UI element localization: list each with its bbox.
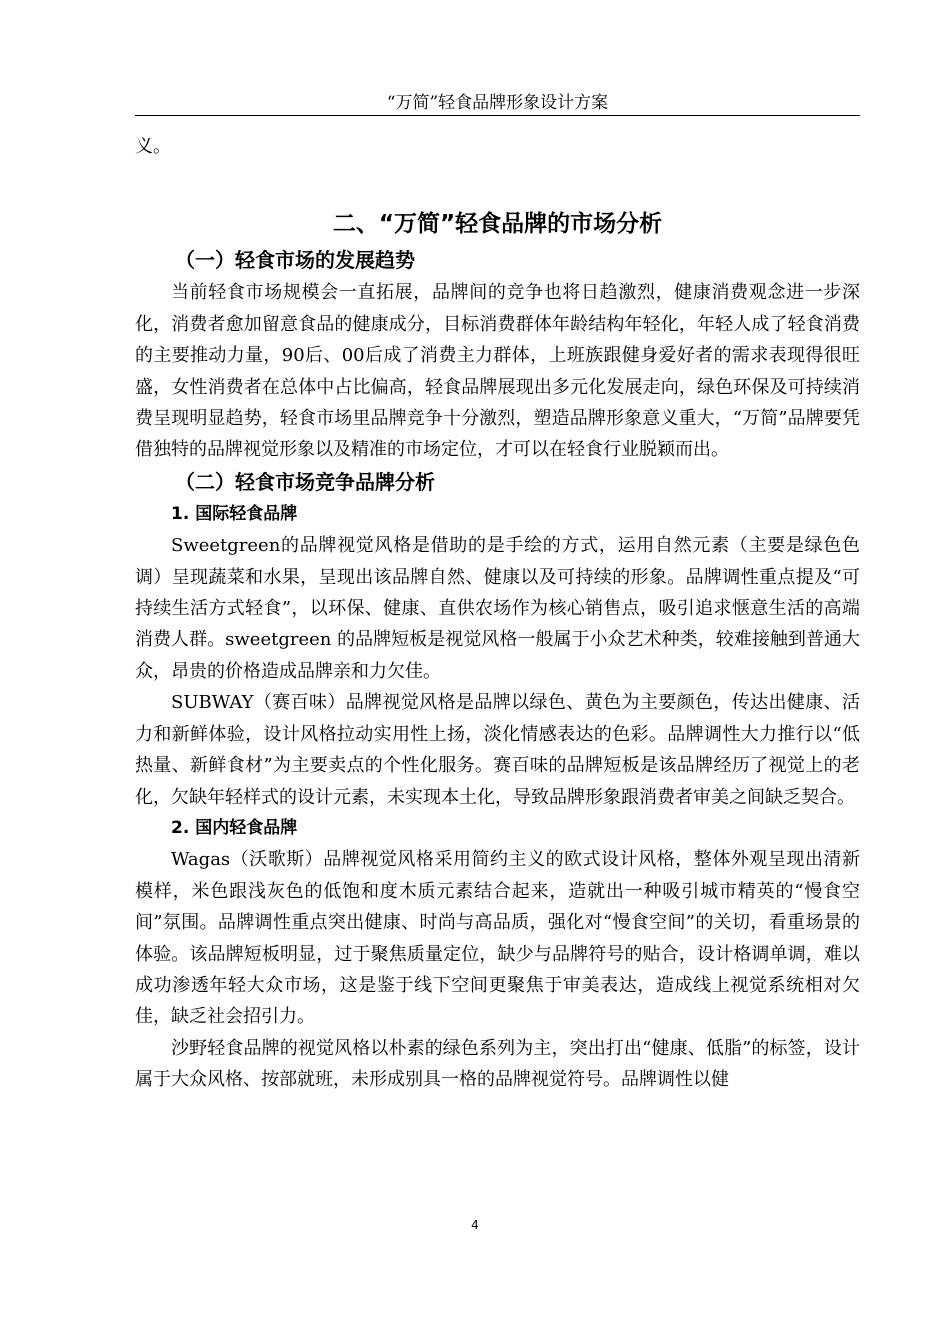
page-body xyxy=(135,131,860,1096)
item-heading-international: 1. 国际轻食品牌 xyxy=(171,503,298,524)
subsection-heading-trend: （一）轻食市场的发展趋势 xyxy=(175,248,415,273)
paragraph-subway: SUBWAY（赛百味）品牌视觉风格是品牌以绿色、黄色为主要颜色，传达出健康、活力和新鲜体验，设计风格拉动实用性上扬，淡化情感表达的色彩。品牌调性大力推行以“低热量、新鲜食材”为主要卖点的个性化服务。赛百味的品牌短板是该品牌经历了视觉上的老化，欠缺年轻样式的设计元素，未实现本土化，导致品牌形象跟消费者审美之间缺乏契合。 xyxy=(135,692,860,808)
running-header: “万简”轻食品牌形象设计方案 xyxy=(386,93,609,113)
paragraph-wagas: Wagas（沃歌斯）品牌视觉风格采用简约主义的欧式设计风格，整体外观呈现出清新模样，米色跟浅灰色的低饱和度木质元素结合起来，造就出一种吸引城市精英的“慢食空间”氛围。品牌调性重点突出健康、时尚与高品质，强化对“慢食空间”的关切，看重场景的体验。该品牌短板明显，过于聚焦质量定位，缺少与品牌符号的贴合，设计格调单调，难以成功渗透年轻大众市场，这是鉴于线下空间更聚焦于审美表达，造成线上视觉系统相对欠佳，缺乏社会招引力。 xyxy=(135,849,860,1028)
header-rule xyxy=(135,115,860,116)
paragraph-shaye: 沙野轻食品牌的视觉风格以朴素的绿色系列为主，突出打出“健康、低脂”的标签，设计属于大众风格、按部就班，未形成别具一格的品牌视觉符号。品牌调性以健 xyxy=(135,1037,860,1091)
section-heading: 二、“万简”轻食品牌的市场分析 xyxy=(332,211,663,238)
paragraph-sweetgreen: Sweetgreen的品牌视觉风格是借助的是手绘的方式，运用自然元素（主要是绿色色调）呈现蔬菜和水果，呈现出该品牌自然、健康以及可持续的形象。品牌调性重点提及“可持续生活方式轻食”，以环保、健康、直供农场作为核心销售点，吸引追求惬意生活的高端消费人群。sweetgreen 的品牌短板是视觉风格一般属于小众艺术种类，较难接触到普通大众，昂贵的价格造成品牌亲和力欠佳。 xyxy=(135,535,860,682)
paragraph-trend: 当前轻食市场规模会一直拓展，品牌间的竞争也将日趋激烈，健康消费观念进一步深化，消费者愈加留意食品的健康成分，目标消费群体年龄结构年轻化，年轻人成了轻食消费的主要推动力量，90后、00后成了消费主力群体，上班族跟健身爱好者的需求表现得很旺盛，女性消费者在总体中占比偏高，轻食品牌展现出多元化发展走向，绿色环保及可持续消费呈现明显趋势，轻食市场里品牌竞争十分激烈，塑造品牌形象意义重大，“万简”品牌要凭借独特的品牌视觉形象以及精准的市场定位，才可以在轻食行业脱颖而出。 xyxy=(135,282,860,461)
subsection-heading-competitors: （二）轻食市场竞争品牌分析 xyxy=(175,469,435,494)
continuation-text: 义。 xyxy=(135,136,171,157)
item-heading-domestic: 2. 国内轻食品牌 xyxy=(171,817,298,838)
page-number: 4 xyxy=(471,1218,479,1232)
